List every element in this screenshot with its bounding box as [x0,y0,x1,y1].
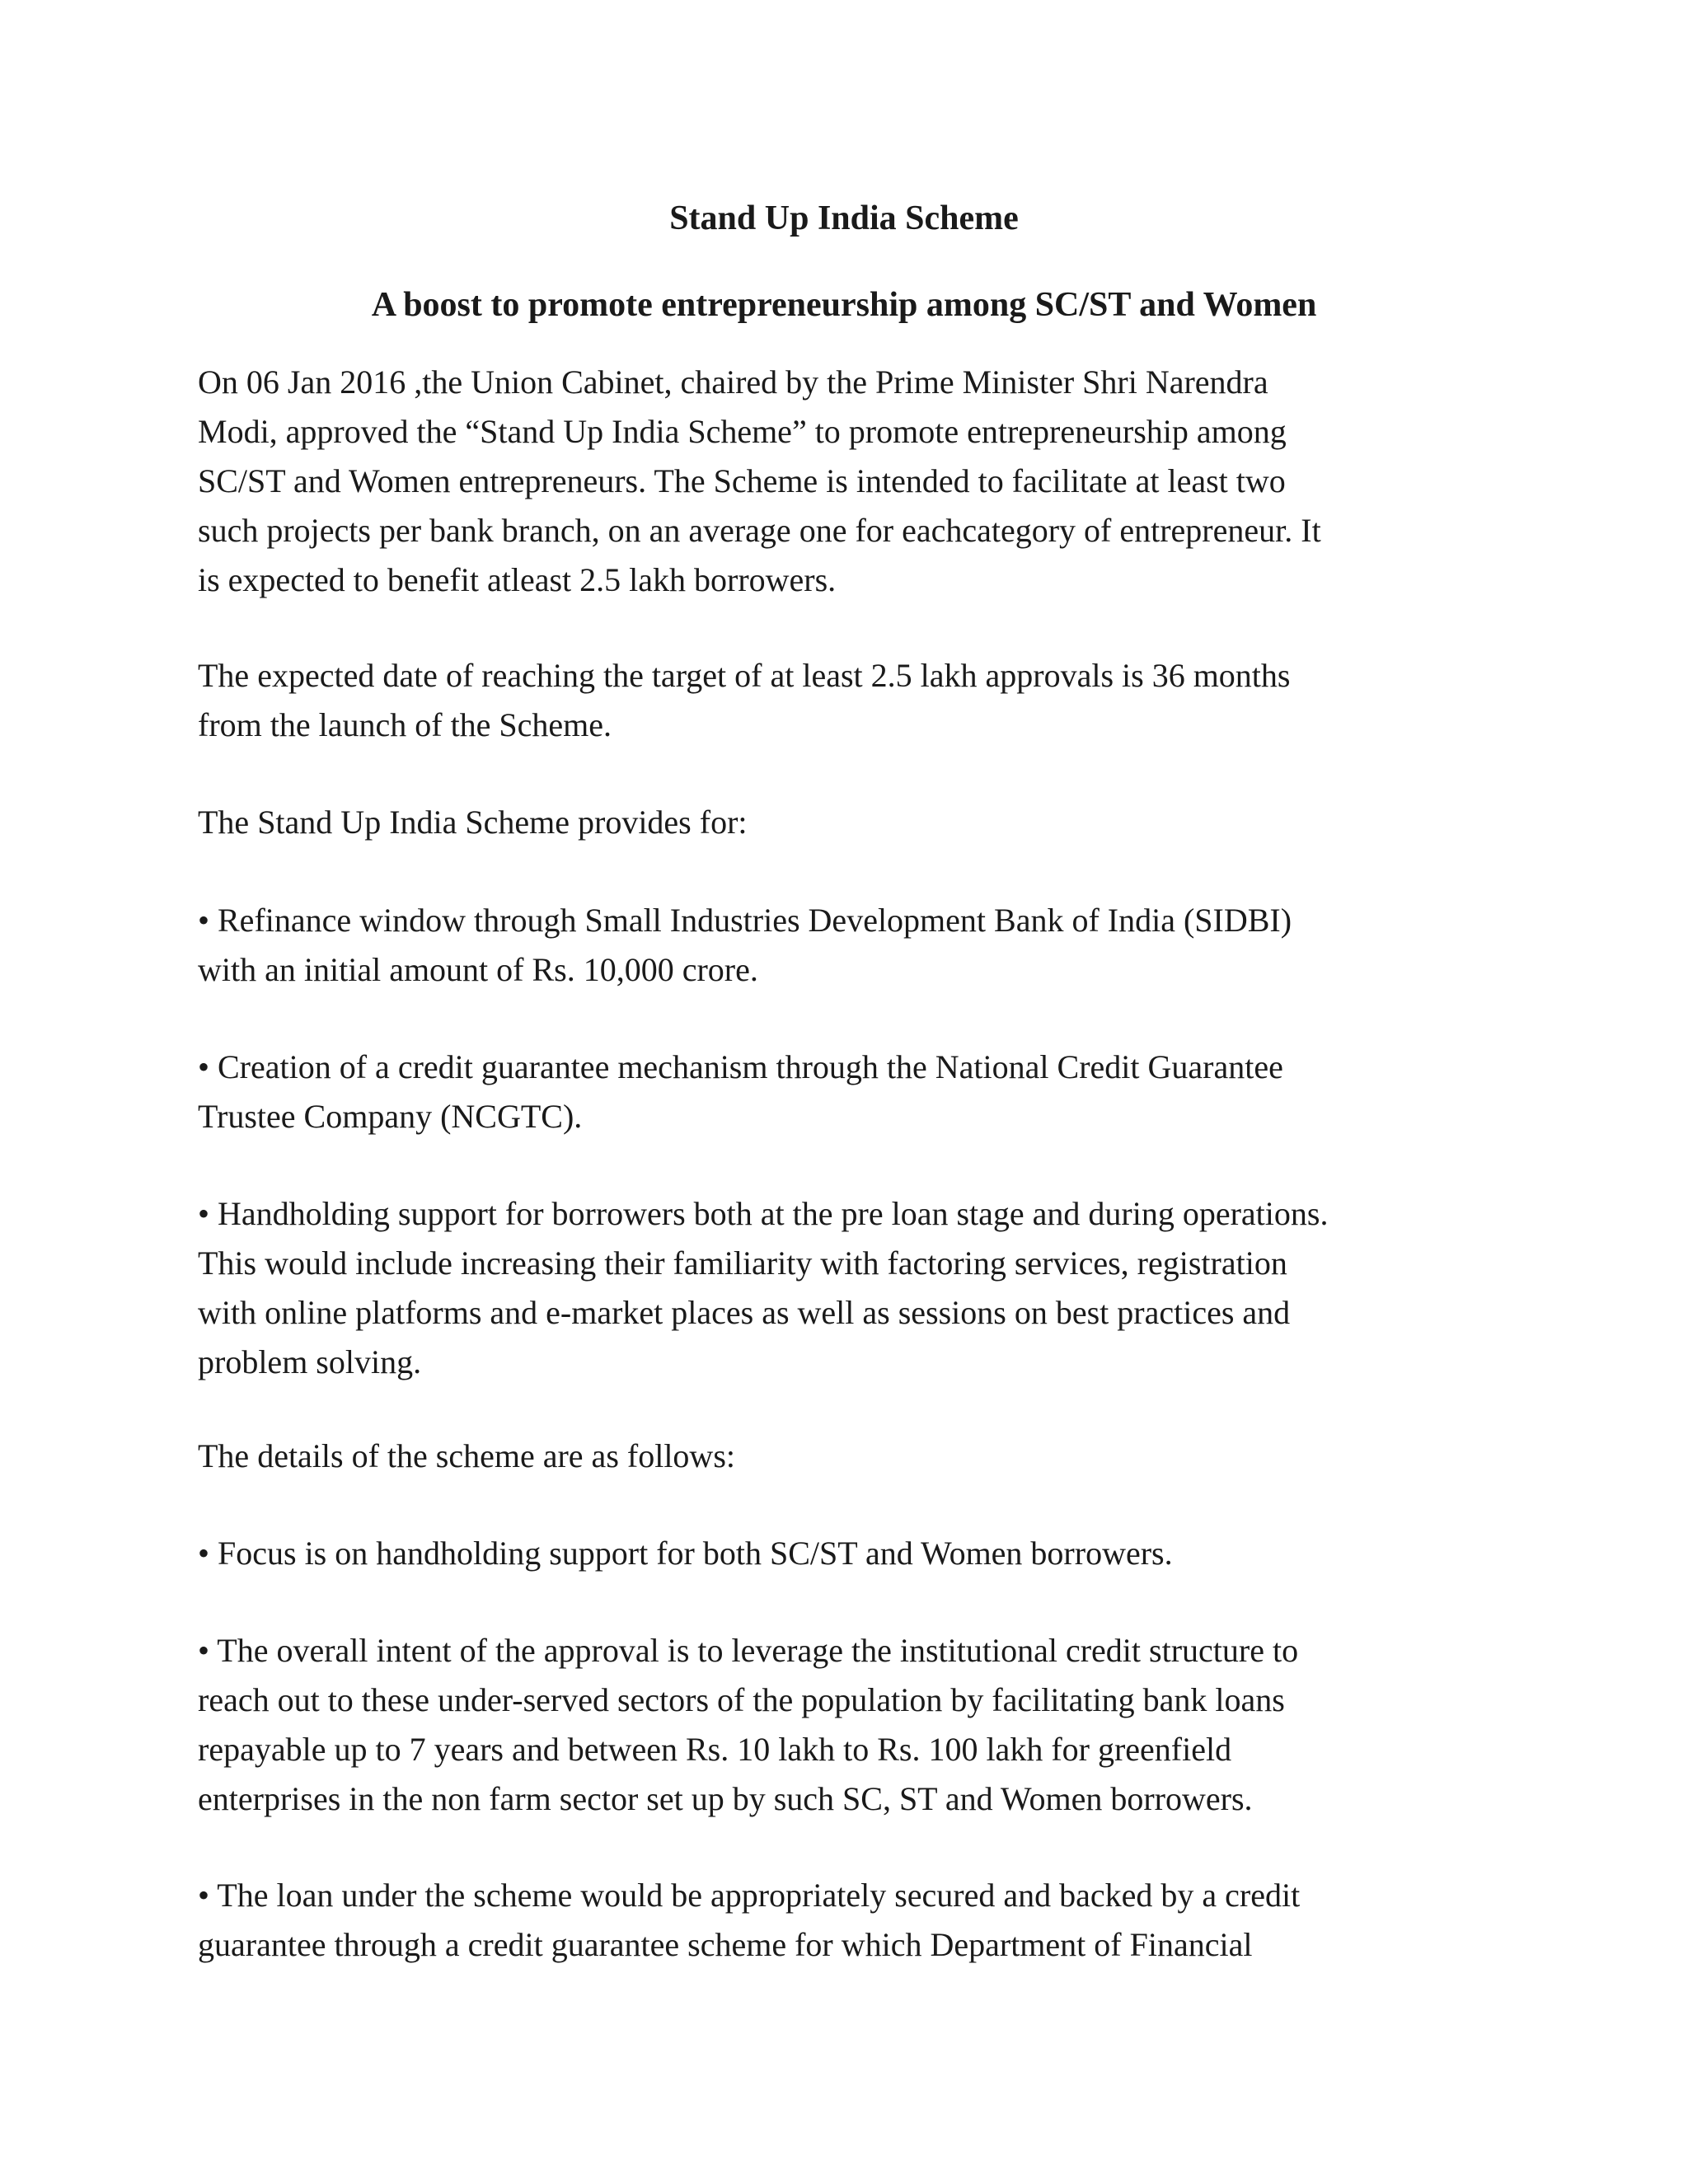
text-line: problem solving. [198,1343,422,1380]
text-line: enterprises in the non farm sector set up by such SC, ST and Women borrowers. [198,1780,1253,1817]
details-heading [198,1432,1533,1481]
text-line: is expected to benefit atleast 2.5 lakh borrowers. [198,561,837,598]
bullet-focus [198,1529,1533,1578]
bullet-loan-secured [198,1871,1533,1970]
intro-paragraph [198,358,1533,605]
text-line: reach out to these under-served sectors of the population by facilitating bank loans [198,1681,1285,1718]
text-line: Trustee Company (NCGTC). [198,1098,583,1135]
text-line: • Focus is on handholding support for both SC/ST and Women borrowers. [198,1535,1173,1572]
text-line: This would include increasing their familiarity with factoring services, registration [198,1244,1287,1282]
text-line: The details of the scheme are as follows: [198,1437,735,1474]
target-paragraph [198,651,1533,750]
text-line: The expected date of reaching the target of at least 2.5 lakh approvals is 36 months [198,657,1291,694]
text-line: • Refinance window through Small Industries Development Bank of India (SIDBI) [198,902,1292,939]
bullet-handholding-support [198,1189,1533,1387]
text-line: • The loan under the scheme would be appropriately secured and backed by a credit [198,1877,1301,1914]
bullet-credit-guarantee [198,1043,1533,1141]
text-line: SC/ST and Women entrepreneurs. The Scheme is intended to facilitate at least two [198,462,1286,499]
text-line: • The overall intent of the approval is to leverage the institutional credit structure to [198,1632,1299,1669]
document-title: Stand Up India Scheme [669,199,1019,237]
text-line: repayable up to 7 years and between Rs. 10 lakh to Rs. 100 lakh for greenfield [198,1731,1232,1768]
text-line: with online platforms and e-market places as well as sessions on best practices and [198,1294,1291,1331]
text-line: from the launch of the Scheme. [198,706,612,743]
bullet-overall-intent [198,1626,1533,1824]
text-line: such projects per bank branch, on an average one for eachcategory of entrepreneur. It [198,512,1321,549]
bullet-refinance-window [198,896,1533,995]
text-line: with an initial amount of Rs. 10,000 crore. [198,951,758,988]
text-line: Modi, approved the “Stand Up India Scheme” to promote entrepreneurship among [198,413,1287,450]
text-line: The Stand Up India Scheme provides for: [198,804,748,841]
document-subtitle: A boost to promote entrepreneurship among SC/ST and Women [371,286,1317,324]
text-line: • Handholding support for borrowers both at the pre loan stage and during operations. [198,1195,1329,1232]
text-line: On 06 Jan 2016 ,the Union Cabinet, chaired by the Prime Minister Shri Narendra [198,363,1268,401]
text-line: • Creation of a credit guarantee mechanism through the National Credit Guarantee [198,1048,1283,1085]
provides-heading [198,798,1533,847]
text-line: guarantee through a credit guarantee scheme for which Department of Financial [198,1926,1253,1963]
